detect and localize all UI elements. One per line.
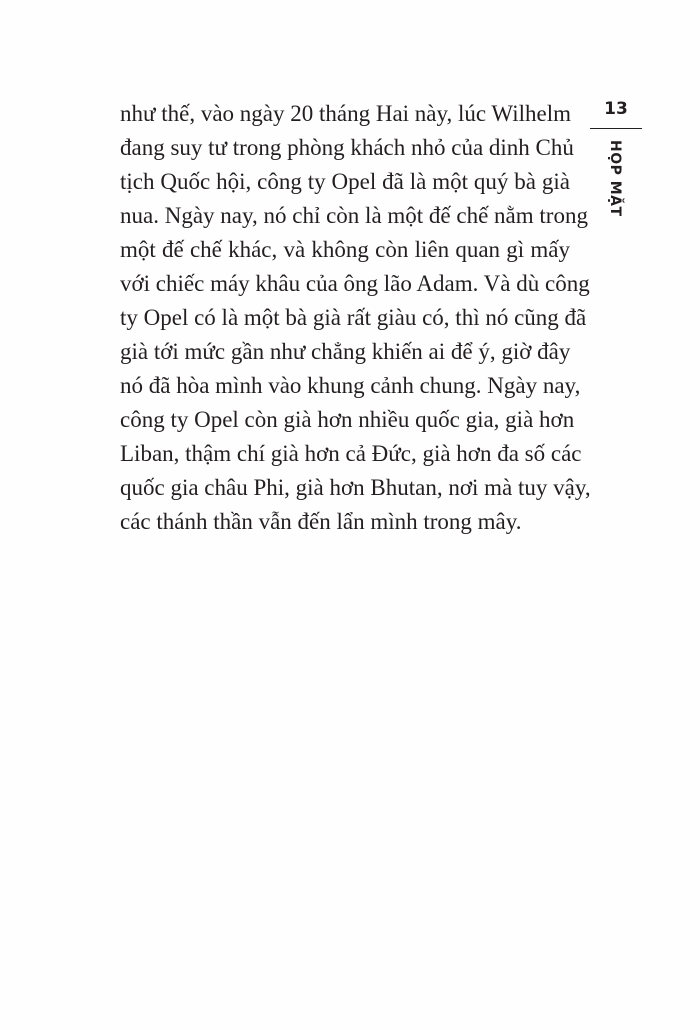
text-line: như thế, vào ngày 20 tháng Hai này, lúc Wilhelm [120,101,571,126]
text-line: đang suy tư trong phòng khách nhỏ của dinh Chủ [120,135,574,160]
header-rule [590,128,642,129]
body-paragraph [120,97,591,539]
text-line: Liban, thậm chí già hơn cả Đức, già hơn đa số các [120,441,582,466]
text-line: già tới mức gần như chẳng khiến ai để ý, giờ đây [120,339,571,364]
running-head [590,98,642,129]
text-line: công ty Opel còn già hơn nhiều quốc gia, già hơn [120,407,575,432]
page-number: 13 [604,99,628,119]
text-line: tịch Quốc hội, công ty Opel đã là một quý bà già [120,169,570,194]
text-line: ty Opel có là một bà già rất giàu có, thì nó cũng đã [120,305,587,330]
text-line: các thánh thần vẫn đến lẩn mình trong mây. [120,509,522,534]
text-line: nua. Ngày nay, nó chỉ còn là một đế chế nằm trong [120,203,588,228]
text-line: quốc gia châu Phi, già hơn Bhutan, nơi mà tuy vậy, [120,475,591,500]
text-line: một đế chế khác, và không còn liên quan gì mấy [120,237,570,262]
text-line: nó đã hòa mình vào khung cảnh chung. Ngày nay, [120,373,581,398]
text-line: với chiếc máy khâu của ông lão Adam. Và dù công [120,271,590,296]
chapter-title: HỌP MẶT [607,140,623,217]
